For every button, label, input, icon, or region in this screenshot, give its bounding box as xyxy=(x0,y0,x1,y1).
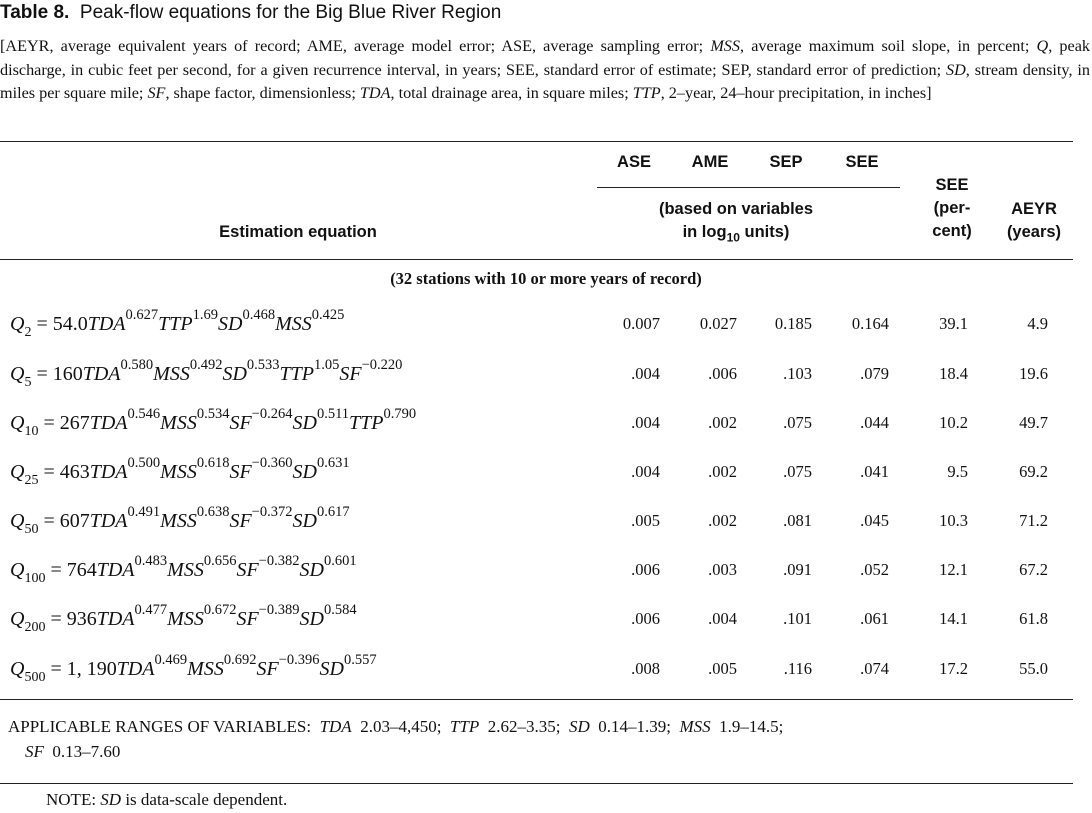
caption-text: , peak discharge, in cubic feet per second, for a given recurrence interval, in years; SEE, standard error of estimate; SEP, standard error of prediction; xyxy=(0,37,1090,79)
section-label: (32 stations with 10 or more years of record) xyxy=(390,269,702,288)
cell-see-pct: 9.5 xyxy=(947,462,968,481)
table-number: Table 8. xyxy=(0,2,70,23)
equation-exponent: 1.05 xyxy=(314,357,340,373)
equation-coefficient: 607 xyxy=(59,510,90,532)
equation-exponent: 0.638 xyxy=(196,504,230,520)
equation-recurrence: 10 xyxy=(24,424,39,439)
equation-variable: TDA xyxy=(89,461,128,483)
caption-text: [AEYR, average equivalent years of record; AME, average model error; ASE, average sampling error; xyxy=(0,37,711,55)
equation-exponent: 0.618 xyxy=(196,455,230,471)
equation-exponent: 0.491 xyxy=(127,504,161,520)
table-headnote xyxy=(0,35,1090,106)
equation-coefficient: 764 xyxy=(66,559,97,581)
equation-variable: MSS xyxy=(167,559,204,581)
cell-sep: .103 xyxy=(783,364,812,383)
cell-ame: .002 xyxy=(708,511,737,530)
cell-see-pct: 12.1 xyxy=(939,560,968,579)
cell-see-pct: 14.1 xyxy=(939,609,968,628)
equation-exponent: 0.790 xyxy=(383,406,417,422)
equation-variable: MSS xyxy=(160,412,197,434)
equation-variable: TTP xyxy=(279,363,314,385)
table-row xyxy=(0,645,1092,685)
table-title-text: Peak-flow equations for the Big Blue River Region xyxy=(79,2,502,23)
table-row xyxy=(0,595,1092,635)
equation-exponent: 0.511 xyxy=(316,406,350,422)
caption-variable: TDA xyxy=(359,84,391,102)
equation-exponent: 0.601 xyxy=(323,553,357,569)
equation-exponent: −0.264 xyxy=(251,406,293,422)
equation-variable: TDA xyxy=(116,658,155,680)
range-value: 1.9–14.5; xyxy=(719,717,784,736)
equation-coefficient: 463 xyxy=(59,461,90,483)
cell-see-pct: 18.4 xyxy=(939,364,968,383)
equation-equals: = xyxy=(31,363,53,385)
header-see-log: SEE xyxy=(845,153,879,171)
equation-variable: SD xyxy=(292,412,317,434)
equation-recurrence: 200 xyxy=(24,620,46,635)
cell-ame: .006 xyxy=(708,364,737,383)
cell-sep: 0.185 xyxy=(774,314,812,333)
header-estimation-equation: Estimation equation xyxy=(219,223,377,241)
note-text: is data-scale dependent. xyxy=(125,790,288,809)
equation-variable: SD xyxy=(292,510,317,532)
estimation-equation xyxy=(10,406,417,439)
equation-variable: MSS xyxy=(160,461,197,483)
equation-exponent: −0.396 xyxy=(278,652,320,668)
cell-aeyr: 71.2 xyxy=(1019,511,1048,530)
cell-sep: .075 xyxy=(783,413,812,432)
cell-sep: .091 xyxy=(783,560,812,579)
top-rule xyxy=(0,141,1073,142)
cell-ame: .004 xyxy=(708,609,737,628)
header-log-units-group xyxy=(597,198,875,249)
estimation-equation xyxy=(10,455,350,488)
ranges-indent xyxy=(8,742,25,761)
table-row xyxy=(0,300,1092,340)
equation-q: Q xyxy=(10,658,25,680)
range-variable: SF xyxy=(25,742,44,761)
equation-equals: = xyxy=(38,461,60,483)
cell-see: .061 xyxy=(860,609,889,628)
cell-ame: .002 xyxy=(708,413,737,432)
cell-sep: .075 xyxy=(783,462,812,481)
cell-see: .044 xyxy=(860,413,889,432)
equation-recurrence: 5 xyxy=(24,375,32,390)
cell-sep: .081 xyxy=(783,511,812,530)
equation-q: Q xyxy=(10,313,25,335)
equation-exponent: 0.692 xyxy=(223,652,257,668)
estimation-equation xyxy=(10,652,377,685)
cell-ase: .006 xyxy=(631,609,660,628)
equation-equals: = xyxy=(38,412,60,434)
equation-exponent: 0.533 xyxy=(246,357,280,373)
equation-variable: TDA xyxy=(87,313,126,335)
equation-variable: MSS xyxy=(187,658,224,680)
equation-recurrence: 100 xyxy=(24,571,46,586)
ranges-bottom-rule xyxy=(0,783,1073,784)
equation-variable: SD xyxy=(222,363,247,385)
cell-ame: .002 xyxy=(708,462,737,481)
caption-variable: Q xyxy=(1036,37,1049,55)
cell-see: 0.164 xyxy=(851,314,889,333)
cell-see: .074 xyxy=(860,659,889,678)
equation-variable: MSS xyxy=(160,510,197,532)
equation-exponent: −0.382 xyxy=(258,553,300,569)
equation-exponent: 0.627 xyxy=(125,307,159,323)
equation-variable: SF xyxy=(229,461,252,483)
equation-exponent: 0.534 xyxy=(196,406,230,422)
equation-exponent: 0.492 xyxy=(189,357,223,373)
cell-ase: .004 xyxy=(631,462,660,481)
cell-ase: .008 xyxy=(631,659,660,678)
caption-variable: MSS xyxy=(710,37,740,55)
equation-exponent: 0.580 xyxy=(120,357,154,373)
equation-exponent: −0.360 xyxy=(251,455,293,471)
equation-variable: TDA xyxy=(96,559,135,581)
equation-exponent: 0.469 xyxy=(154,652,188,668)
equation-variable: SD xyxy=(319,658,344,680)
equation-variable: TDA xyxy=(89,412,128,434)
range-variable: TTP xyxy=(449,717,480,736)
cell-see-pct: 17.2 xyxy=(939,659,968,678)
equation-equals: = xyxy=(45,608,67,630)
equation-variable: SD xyxy=(218,313,243,335)
equation-exponent: 1.69 xyxy=(192,307,218,323)
table-row xyxy=(0,497,1092,537)
table-title xyxy=(0,2,501,24)
equation-equals: = xyxy=(45,559,67,581)
equation-exponent: −0.389 xyxy=(258,602,300,618)
header-group-line2: in $\log_{10}$ units) xyxy=(682,223,790,245)
equation-exponent: 0.672 xyxy=(203,602,237,618)
header-group-line1: (based on variables xyxy=(658,200,814,218)
table-row xyxy=(0,546,1092,586)
equation-q: Q xyxy=(10,412,25,434)
cell-aeyr: 19.6 xyxy=(1019,364,1048,383)
equation-exponent: 0.584 xyxy=(323,602,357,618)
equation-variable: TTP xyxy=(158,313,193,335)
estimation-equation xyxy=(10,307,345,340)
equation-coefficient: 1, 190 xyxy=(66,658,117,680)
cell-sep: .116 xyxy=(783,659,812,678)
equation-variable: SD xyxy=(292,461,317,483)
cell-see: .041 xyxy=(860,462,889,481)
equation-variable: TTP xyxy=(349,412,384,434)
caption-variable: SF xyxy=(147,84,166,102)
equation-variable: TDA xyxy=(89,510,128,532)
equation-equals: = xyxy=(31,313,53,335)
equation-exponent: 0.546 xyxy=(127,406,161,422)
equation-q: Q xyxy=(10,363,25,385)
caption-text: , average maximum soil slope, in percent; xyxy=(739,37,1037,55)
cell-aeyr: 69.2 xyxy=(1019,462,1048,481)
equation-variable: SD xyxy=(299,559,324,581)
equation-exponent: −0.372 xyxy=(251,504,293,520)
equation-variable: SF xyxy=(339,363,362,385)
equation-exponent: 0.468 xyxy=(242,307,276,323)
cell-see-pct: 10.2 xyxy=(939,413,968,432)
equation-variable: SF xyxy=(229,412,252,434)
equation-variable: MSS xyxy=(275,313,312,335)
equation-q: Q xyxy=(10,608,25,630)
cell-see: .079 xyxy=(860,364,889,383)
equation-variable: SF xyxy=(229,510,252,532)
equation-equals: = xyxy=(45,658,67,680)
equation-exponent: 0.425 xyxy=(311,307,345,323)
equation-variable: TDA xyxy=(96,608,135,630)
ranges-label: APPLICABLE RANGES OF VARIABLES: xyxy=(8,717,312,736)
caption-text: , shape factor, dimensionless; xyxy=(165,84,360,102)
caption-variable: SD xyxy=(945,60,966,79)
equation-coefficient: 54.0 xyxy=(52,313,88,335)
range-variable: MSS xyxy=(679,717,711,736)
equation-q: Q xyxy=(10,461,25,483)
caption-text: , stream density, in miles per square mile; xyxy=(0,60,1090,102)
equation-variable: MSS xyxy=(153,363,190,385)
estimation-equation xyxy=(10,504,350,537)
equation-variable: SD xyxy=(299,608,324,630)
cell-ase: .004 xyxy=(631,413,660,432)
applicable-ranges xyxy=(8,714,783,764)
range-variable: SD xyxy=(568,717,590,736)
equation-recurrence: 500 xyxy=(24,670,46,685)
caption-variable: TTP xyxy=(632,84,661,102)
equation-exponent: 0.557 xyxy=(343,652,377,668)
cell-aeyr: 49.7 xyxy=(1019,413,1048,432)
cell-see: .045 xyxy=(860,511,889,530)
estimation-equation xyxy=(10,602,357,635)
header-aeyr: AEYR (years) xyxy=(1006,200,1062,241)
range-value: 2.62–3.35; xyxy=(487,717,561,736)
cell-see-pct: 10.3 xyxy=(939,511,968,530)
equation-variable: SF xyxy=(236,608,259,630)
cell-aeyr: 55.0 xyxy=(1019,659,1048,678)
header-see-percent: SEE (per- cent) xyxy=(932,176,972,240)
equation-coefficient: 267 xyxy=(59,412,90,434)
cell-aeyr: 61.8 xyxy=(1019,609,1048,628)
header-sep: SEP xyxy=(769,153,803,171)
cell-ame: .005 xyxy=(708,659,737,678)
equation-equals: = xyxy=(38,510,60,532)
header-bottom-rule xyxy=(0,259,1073,260)
cell-ase: 0.007 xyxy=(622,314,660,333)
cell-ase: .006 xyxy=(631,560,660,579)
header-ase: ASE xyxy=(617,153,651,171)
equation-exponent: 0.500 xyxy=(127,455,161,471)
cell-aeyr: 4.9 xyxy=(1027,314,1048,333)
equation-variable: SF xyxy=(256,658,279,680)
caption-text: , total drainage area, in square miles; xyxy=(390,84,633,102)
log-units-group-rule xyxy=(597,187,900,188)
table-row xyxy=(0,448,1092,488)
cell-see-pct: 39.1 xyxy=(939,314,968,333)
range-variable: TDA xyxy=(319,717,352,736)
equation-variable: MSS xyxy=(167,608,204,630)
caption-text: , 2–year, 24–hour precipitation, in inches] xyxy=(660,84,932,102)
equation-exponent: 0.656 xyxy=(203,553,237,569)
estimation-equation xyxy=(10,553,357,586)
cell-aeyr: 67.2 xyxy=(1019,560,1048,579)
header-ame: AME xyxy=(691,153,729,171)
cell-ame: 0.027 xyxy=(699,314,737,333)
body-bottom-rule xyxy=(0,699,1073,700)
equation-coefficient: 936 xyxy=(66,608,97,630)
estimation-equation xyxy=(10,357,403,390)
cell-see: .052 xyxy=(860,560,889,579)
table-row xyxy=(0,399,1092,439)
equation-recurrence: 25 xyxy=(24,473,39,488)
equation-recurrence: 2 xyxy=(24,325,32,340)
equation-recurrence: 50 xyxy=(24,522,39,537)
equation-exponent: 0.631 xyxy=(316,455,350,471)
equation-exponent: −0.220 xyxy=(361,357,403,373)
equation-exponent: 0.477 xyxy=(134,602,168,618)
equation-variable: SF xyxy=(236,559,259,581)
cell-sep: .101 xyxy=(783,609,812,628)
cell-ase: .004 xyxy=(631,364,660,383)
note-label: NOTE: xyxy=(46,790,97,809)
equation-q: Q xyxy=(10,510,25,532)
note-variable: SD xyxy=(100,790,122,809)
cell-ase: .005 xyxy=(631,511,660,530)
equation-exponent: 0.617 xyxy=(316,504,350,520)
equation-coefficient: 160 xyxy=(52,363,83,385)
table-note xyxy=(46,790,287,810)
equation-variable: TDA xyxy=(82,363,121,385)
range-value: 0.13–7.60 xyxy=(52,742,121,761)
equation-exponent: 0.483 xyxy=(134,553,168,569)
equation-q: Q xyxy=(10,559,25,581)
cell-ame: .003 xyxy=(708,560,737,579)
range-value: 2.03–4,450; xyxy=(360,717,442,736)
table-row xyxy=(0,350,1092,390)
range-value: 0.14–1.39; xyxy=(598,717,671,736)
